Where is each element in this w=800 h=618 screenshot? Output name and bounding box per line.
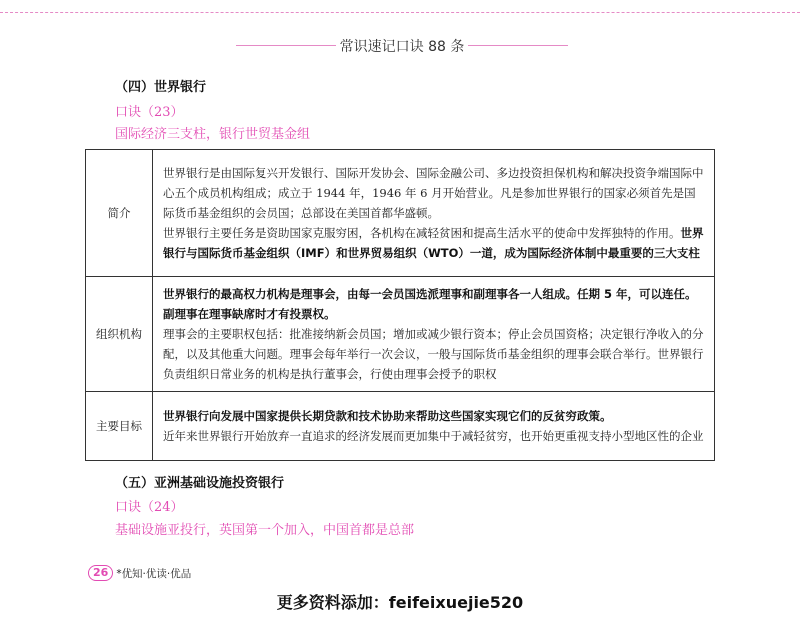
intro-paragraph-1: 世界银行是由国际复兴开发银行、国际开发协会、国际金融公司、多边投资担保机构和解决投资争端国际中心五个成员机构组成；成立于 1944 年，1946 年 6 月开始营业。凡是参加世界银行的国家必须首先是国际货币基金组织的会员国；总部设在美国首都华盛顿。 (163, 165, 704, 220)
row-header-goals: 主要目标 (86, 392, 153, 461)
section-4-title: （四）世界银行 (115, 80, 207, 95)
intro-paragraph-2-plain: 世界银行主要任务是资助国家克服穷困，各机构在减轻贫困和提高生活水平的使命中发挥独特的作用。 (163, 225, 681, 240)
page-number-badge: 26 (88, 565, 113, 581)
top-dashed-rule (0, 12, 800, 13)
section-5-mnemonic: 基础设施亚投行，英国第一个加入，中国首都是总部 (115, 523, 415, 538)
running-header-title: 常识速记口诀 88 条 (339, 39, 465, 55)
intro-paragraph-2 (163, 223, 704, 263)
promo-text: 更多资料添加：feifeixuejie520 (276, 593, 524, 612)
row-header-organization: 组织机构 (86, 277, 153, 392)
table-row (86, 277, 715, 392)
row-body-goals (153, 392, 715, 461)
section-4-mnemonic: 国际经济三支柱，银行世贸基金组 (115, 127, 311, 142)
goals-paragraph-1: 世界银行向发展中国家提供长期贷款和技术协助来帮助这些国家实现它们的反贫穷政策。 (163, 408, 612, 423)
table-row (86, 150, 715, 277)
row-body-organization (153, 277, 715, 392)
row-header-intro: 简介 (86, 150, 153, 277)
header-rule-right (468, 45, 568, 46)
header-rule-left (236, 45, 336, 46)
section-4-mnemonic-label: 口诀（23） (115, 105, 184, 120)
section-5-title: （五）亚洲基础设施投资银行 (115, 476, 285, 491)
page-footer (88, 565, 191, 581)
footer-tagline: *优知·优读·优品 (116, 567, 192, 580)
org-paragraph-2: 理事会的主要职权包括：批准接纳新会员国；增加或减少银行资本；停止会员国资格；决定银行净收入的分配，以及其他重大问题。理事会每年举行一次会议，一般与国际货币基金组织的理事会联合举行。世界银行负责组织日常业务的机构是执行董事会，行使由理事会授予的职权 (163, 326, 704, 381)
goals-paragraph-2: 近年来世界银行开始放弃一直追求的经济发展而更加集中于减轻贫穷，也开始更重视支持小型地区性的企业 (163, 428, 704, 443)
org-paragraph-1: 世界银行的最高权力机构是理事会，由每一会员国选派理事和副理事各一人组成。任期 5 年，可以连任。副理事在理事缺席时才有投票权。 (163, 286, 697, 321)
intro-paragraph-2-bold: 世界银行与国际货币基金组织（IMF）和世界贸易组织（WTO）一道，成为国际经济体制中最重要的三大支柱 (163, 225, 704, 260)
world-bank-table (85, 149, 715, 461)
section-5-mnemonic-label: 口诀（24） (115, 500, 184, 515)
row-body-intro (153, 150, 715, 277)
table-row (86, 392, 715, 461)
